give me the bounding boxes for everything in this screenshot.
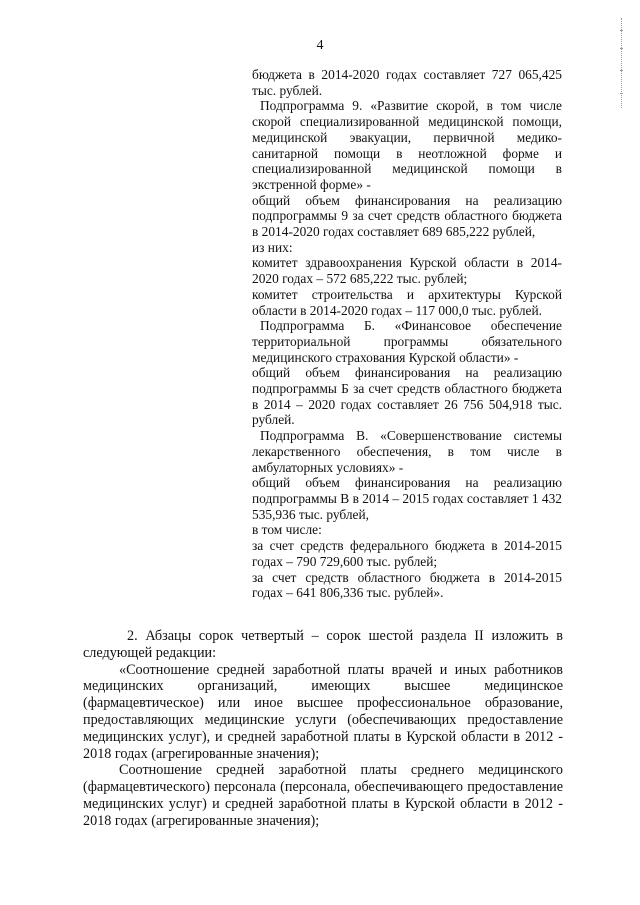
paragraph-subprogram-9-title: Подпрограмма 9. «Развитие скорой, в том числе скорой специализированной медицинской помощи, медицинской эвакуации, первичной медико-санитарной помощи в неотложной форме и специализированной медицинской помощи в экстренной форме» - [252,98,562,192]
scan-edge-marks [621,18,626,108]
paragraph-item-2: 2. Абзацы сорок четвертый – сорок шестой раздела II изложить в следующей редакции: [83,628,563,661]
paragraph-budget-total: бюджета в 2014-2020 годах составляет 727 065,425 тыс. рублей. [252,67,562,98]
amendment-section [83,628,563,830]
scan-edge-tick [620,30,623,31]
paragraph-health-committee: комитет здравоохранения Курской области в 2014-2020 годах – 572 685,222 тыс. рублей; [252,255,562,287]
paragraph-including: в том числе: [252,522,322,538]
paragraph-regional-budget: за счет средств областного бюджета в 2014-2015 годах – 641 806,336 тыс. рублей». [252,569,562,601]
funding-column [252,67,562,601]
paragraph-subprogram-v-title: Подпрограмма В. «Совершенствование системы лекарственного обеспечения, в том числе в амбулаторных условиях» - [252,428,562,475]
paragraph-doctors-salary-ratio: «Соотношение средней заработной платы врачей и иных работников медицинских организаций, имеющих высшее медицинское (фармацевтическое) или иное высшее профессиональное образование, предоставляющих медицинские услуги (обеспечивающих предоставление медицинских услуг), и средней заработной платы в Курской области в 2012 - 2018 годах (агрегированные значения); [83,661,563,762]
scan-edge-tick [620,48,623,49]
scan-edge-tick [620,93,623,94]
page-number: 4 [316,38,324,53]
paragraph-construction-committee: комитет строительства и архитектуры Курской области в 2014-2020 годах – 117 000,0 тыс. рублей. [252,286,562,318]
paragraph-federal-budget: за счет средств федерального бюджета в 2014-2015 годах – 790 729,600 тыс. рублей; [252,538,562,569]
paragraph-nurses-salary-ratio: Соотношение средней заработной платы среднего медицинского (фармацевтического) персонала (персонала, обеспечивающего предоставление медицинских услуг) и средней заработной платы в Курской области в 2012 - 2018 годах (агрегированные значения); [83,762,563,829]
paragraph-subprogram-9-funding: общий объем финансирования на реализацию подпрограммы 9 за счет средств областного бюджета в 2014-2020 годах составляет 689 685,222 рублей, [252,192,562,240]
paragraph-of-which: из них: [252,239,293,255]
scan-edge-tick [620,70,623,71]
paragraph-subprogram-b-funding: общий объем финансирования на реализацию подпрограммы Б за счет средств областного бюджета в 2014 – 2020 годах составляет 26 756 504,918 тыс. рублей. [252,365,562,428]
paragraph-subprogram-b-title: Подпрограмма Б. «Финансовое обеспечение территориальной программы обязательного медицинского страхования Курской области» - [252,318,562,365]
paragraph-subprogram-v-funding: общий объем финансирования на реализацию подпрограммы В в 2014 – 2015 годах составляет 1 432 535,936 тыс. рублей, [252,475,562,522]
